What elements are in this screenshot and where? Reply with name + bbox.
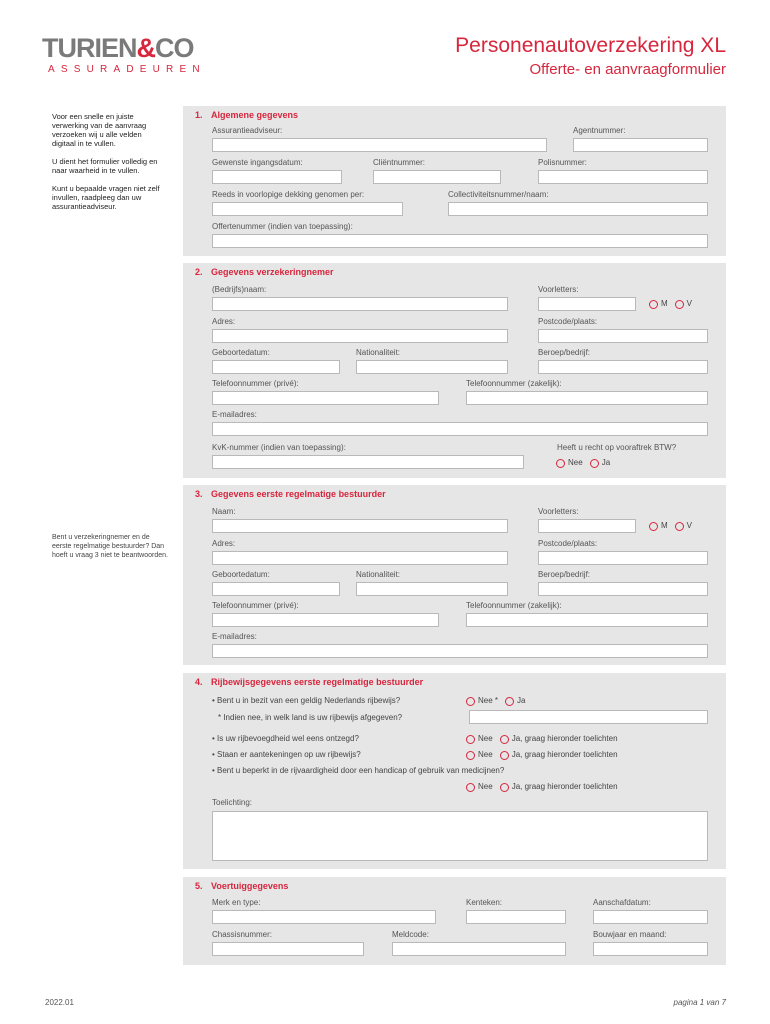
radio-ontzegd-nee[interactable] bbox=[466, 735, 475, 744]
radio-btw-nee[interactable] bbox=[556, 459, 565, 468]
rijbewijs-radio-group bbox=[463, 696, 525, 706]
radio-beperkt-ja[interactable] bbox=[500, 783, 509, 792]
radio-rijbewijs-ja[interactable] bbox=[505, 697, 514, 706]
section-rijbewijs bbox=[183, 673, 726, 869]
form-version: 2022.01 bbox=[45, 998, 74, 1007]
naam-field[interactable] bbox=[212, 519, 508, 533]
radio-rijbewijs-nee-label: Nee * bbox=[478, 696, 499, 705]
question-aantekeningen: • Staan er aantekeningen op uw rijbewijs? bbox=[212, 750, 361, 759]
label-nationaliteit: Nationaliteit: bbox=[356, 348, 401, 357]
label-assurantieadviseur: Assurantieadviseur: bbox=[212, 126, 283, 135]
radio-v-label: V bbox=[686, 299, 693, 308]
label-clientnummer: Cliëntnummer: bbox=[373, 158, 426, 167]
label-geboortedatum: Geboortedatum: bbox=[212, 570, 270, 579]
radio-beperkt-ja-label: Ja, graag hieronder toelichten bbox=[511, 782, 618, 791]
section-title: 3. Gegevens eerste regelmatige bestuurder bbox=[195, 489, 386, 499]
tel-prive-field[interactable] bbox=[212, 613, 439, 627]
adres-field[interactable] bbox=[212, 329, 508, 343]
meldcode-field[interactable] bbox=[392, 942, 566, 956]
adres-field[interactable] bbox=[212, 551, 508, 565]
label-toelichting: Toelichting: bbox=[212, 798, 253, 807]
page-number: pagina 1 van 7 bbox=[673, 998, 726, 1007]
radio-rijbewijs-nee[interactable] bbox=[466, 697, 475, 706]
section-bestuurder bbox=[183, 485, 726, 665]
radio-m[interactable] bbox=[649, 300, 658, 309]
label-tel-prive: Telefoonnummer (privé): bbox=[212, 379, 299, 388]
naam-field[interactable] bbox=[212, 297, 508, 311]
tel-zakelijk-field[interactable] bbox=[466, 613, 708, 627]
label-offertenummer: Offertenummer (indien van toepassing): bbox=[212, 222, 353, 231]
beroep-field[interactable] bbox=[538, 360, 708, 374]
btw-radio-group bbox=[553, 458, 610, 468]
radio-m[interactable] bbox=[649, 522, 658, 531]
gender-radio-group bbox=[646, 521, 692, 531]
section-title: 1. Algemene gegevens bbox=[195, 110, 299, 120]
tel-prive-field[interactable] bbox=[212, 391, 439, 405]
voorletters-field[interactable] bbox=[538, 519, 636, 533]
offertenummer-field[interactable] bbox=[212, 234, 708, 248]
email-field[interactable] bbox=[212, 422, 708, 436]
geboortedatum-field[interactable] bbox=[212, 582, 340, 596]
instruction-1: Voor een snelle en juiste verwerking van de aanvraag verzoeken wij u alle velden digitaal in te vullen. bbox=[52, 112, 147, 148]
label-aanschafdatum: Aanschafdatum: bbox=[593, 898, 651, 907]
company-logo bbox=[42, 33, 206, 80]
form-subtitle: Offerte- en aanvraagformulier bbox=[529, 61, 726, 78]
instruction-3: Kunt u bepaalde vragen niet zelf invullen, raadpleeg dan uw assurantieadviseur. bbox=[52, 184, 160, 211]
radio-m-label: M bbox=[661, 299, 668, 308]
radio-m-label: M bbox=[661, 521, 668, 530]
label-chassis: Chassisnummer: bbox=[212, 930, 273, 939]
nationaliteit-field[interactable] bbox=[356, 582, 508, 596]
radio-btw-ja[interactable] bbox=[590, 459, 599, 468]
label-voorletters: Voorletters: bbox=[538, 285, 579, 294]
form-title: Personenautoverzekering XL bbox=[455, 34, 726, 57]
postcode-field[interactable] bbox=[538, 551, 708, 565]
label-tel-zakelijk: Telefoonnummer (zakelijk): bbox=[466, 601, 562, 610]
email-field[interactable] bbox=[212, 644, 708, 658]
beperkt-radio-group bbox=[463, 782, 618, 792]
label-kenteken: Kenteken: bbox=[466, 898, 503, 907]
section-verzekeringnemer bbox=[183, 263, 726, 478]
radio-btw-nee-label: Nee bbox=[568, 458, 583, 467]
chassis-field[interactable] bbox=[212, 942, 364, 956]
label-adres: Adres: bbox=[212, 539, 236, 548]
collectiviteit-field[interactable] bbox=[448, 202, 708, 216]
logo-wordmark: TURIEN&CO bbox=[42, 33, 194, 63]
question-ontzegd: • Is uw rijbevoegdheid wel eens ontzegd? bbox=[212, 734, 359, 743]
kenteken-field[interactable] bbox=[466, 910, 566, 924]
section-title: 2. Gegevens verzekeringnemer bbox=[195, 267, 334, 277]
question-beperkt: • Bent u beperkt in de rijvaardigheid door een handicap of gebruik van medicijnen? bbox=[212, 766, 505, 775]
voorlopige-dekking-field[interactable] bbox=[212, 202, 403, 216]
label-kvk: KvK-nummer (indien van toepassing): bbox=[212, 443, 346, 452]
label-agentnummer: Agentnummer: bbox=[573, 126, 626, 135]
label-nationaliteit: Nationaliteit: bbox=[356, 570, 401, 579]
logo-subtitle: ASSURADEUREN bbox=[48, 64, 206, 75]
beroep-field[interactable] bbox=[538, 582, 708, 596]
radio-aantekeningen-nee-label: Nee bbox=[478, 750, 493, 759]
question-rijbewijs: • Bent u in bezit van een geldig Nederlands rijbewijs? bbox=[212, 696, 401, 705]
postcode-field[interactable] bbox=[538, 329, 708, 343]
label-postcode: Postcode/plaats: bbox=[538, 317, 598, 326]
label-btw: Heeft u recht op vooraftrek BTW? bbox=[557, 443, 677, 452]
radio-aantekeningen-ja-label: Ja, graag hieronder toelichten bbox=[511, 750, 618, 759]
radio-btw-ja-label: Ja bbox=[601, 458, 611, 467]
label-bouwjaar: Bouwjaar en maand: bbox=[593, 930, 667, 939]
radio-ontzegd-ja[interactable] bbox=[500, 735, 509, 744]
geboortedatum-field[interactable] bbox=[212, 360, 340, 374]
label-ingangsdatum: Gewenste ingangsdatum: bbox=[212, 158, 303, 167]
assurantieadviseur-field[interactable] bbox=[212, 138, 547, 152]
ingangsdatum-field[interactable] bbox=[212, 170, 342, 184]
agentnummer-field[interactable] bbox=[573, 138, 708, 152]
label-polisnummer: Polisnummer: bbox=[538, 158, 587, 167]
clientnummer-field[interactable] bbox=[373, 170, 501, 184]
label-adres: Adres: bbox=[212, 317, 236, 326]
radio-rijbewijs-ja-label: Ja bbox=[517, 696, 526, 705]
radio-beperkt-nee[interactable] bbox=[466, 783, 475, 792]
label-postcode: Postcode/plaats: bbox=[538, 539, 598, 548]
label-naam: (Bedrijfs)naam: bbox=[212, 285, 267, 294]
merk-field[interactable] bbox=[212, 910, 436, 924]
label-collectiviteit: Collectiviteitsnummer/naam: bbox=[448, 190, 549, 199]
section-title: 5. Voertuiggegevens bbox=[195, 881, 289, 891]
radio-ontzegd-ja-label: Ja, graag hieronder toelichten bbox=[511, 734, 618, 743]
label-beroep: Beroep/bedrijf: bbox=[538, 348, 591, 357]
bouwjaar-field[interactable] bbox=[593, 942, 708, 956]
instruction-2: U dient het formulier volledig en naar waarheid in te vullen. bbox=[52, 157, 158, 175]
question-rijbewijs-land: * Indien nee, in welk land is uw rijbewijs afgegeven? bbox=[218, 713, 403, 722]
radio-aantekeningen-nee[interactable] bbox=[466, 751, 475, 760]
tel-zakelijk-field[interactable] bbox=[466, 391, 708, 405]
section-title: 4. Rijbewijsgegevens eerste regelmatige bestuurder bbox=[195, 677, 424, 687]
side-note: Bent u verzekeringnemer en de eerste regelmatige bestuurder? Dan hoeft u vraag 3 niet te beantwoorden. bbox=[52, 534, 168, 559]
radio-beperkt-nee-label: Nee bbox=[478, 782, 493, 791]
rijbewijs-land-field[interactable] bbox=[469, 710, 708, 724]
radio-v[interactable] bbox=[675, 522, 684, 531]
aantekeningen-radio-group bbox=[463, 750, 618, 760]
label-voorlopige-dekking: Reeds in voorlopige dekking genomen per: bbox=[212, 190, 365, 199]
radio-ontzegd-nee-label: Nee bbox=[478, 734, 493, 743]
kvk-field[interactable] bbox=[212, 455, 524, 469]
label-meldcode: Meldcode: bbox=[392, 930, 429, 939]
toelichting-textarea[interactable] bbox=[212, 811, 708, 861]
section-voertuig bbox=[183, 877, 726, 965]
label-email: E-mailadres: bbox=[212, 632, 257, 641]
gender-radio-group bbox=[646, 299, 692, 309]
label-beroep: Beroep/bedrijf: bbox=[538, 570, 591, 579]
label-geboortedatum: Geboortedatum: bbox=[212, 348, 270, 357]
label-naam: Naam: bbox=[212, 507, 236, 516]
label-merk: Merk en type: bbox=[212, 898, 261, 907]
label-email: E-mailadres: bbox=[212, 410, 257, 419]
polisnummer-field[interactable] bbox=[538, 170, 708, 184]
ontzegd-radio-group bbox=[463, 734, 618, 744]
label-tel-zakelijk: Telefoonnummer (zakelijk): bbox=[466, 379, 562, 388]
radio-v-label: V bbox=[686, 521, 693, 530]
nationaliteit-field[interactable] bbox=[356, 360, 508, 374]
label-tel-prive: Telefoonnummer (privé): bbox=[212, 601, 299, 610]
aanschafdatum-field[interactable] bbox=[593, 910, 708, 924]
label-voorletters: Voorletters: bbox=[538, 507, 579, 516]
section-algemene-gegevens bbox=[183, 106, 726, 256]
voorletters-field[interactable] bbox=[538, 297, 636, 311]
instructions bbox=[52, 112, 162, 220]
radio-aantekeningen-ja[interactable] bbox=[500, 751, 509, 760]
radio-v[interactable] bbox=[675, 300, 684, 309]
